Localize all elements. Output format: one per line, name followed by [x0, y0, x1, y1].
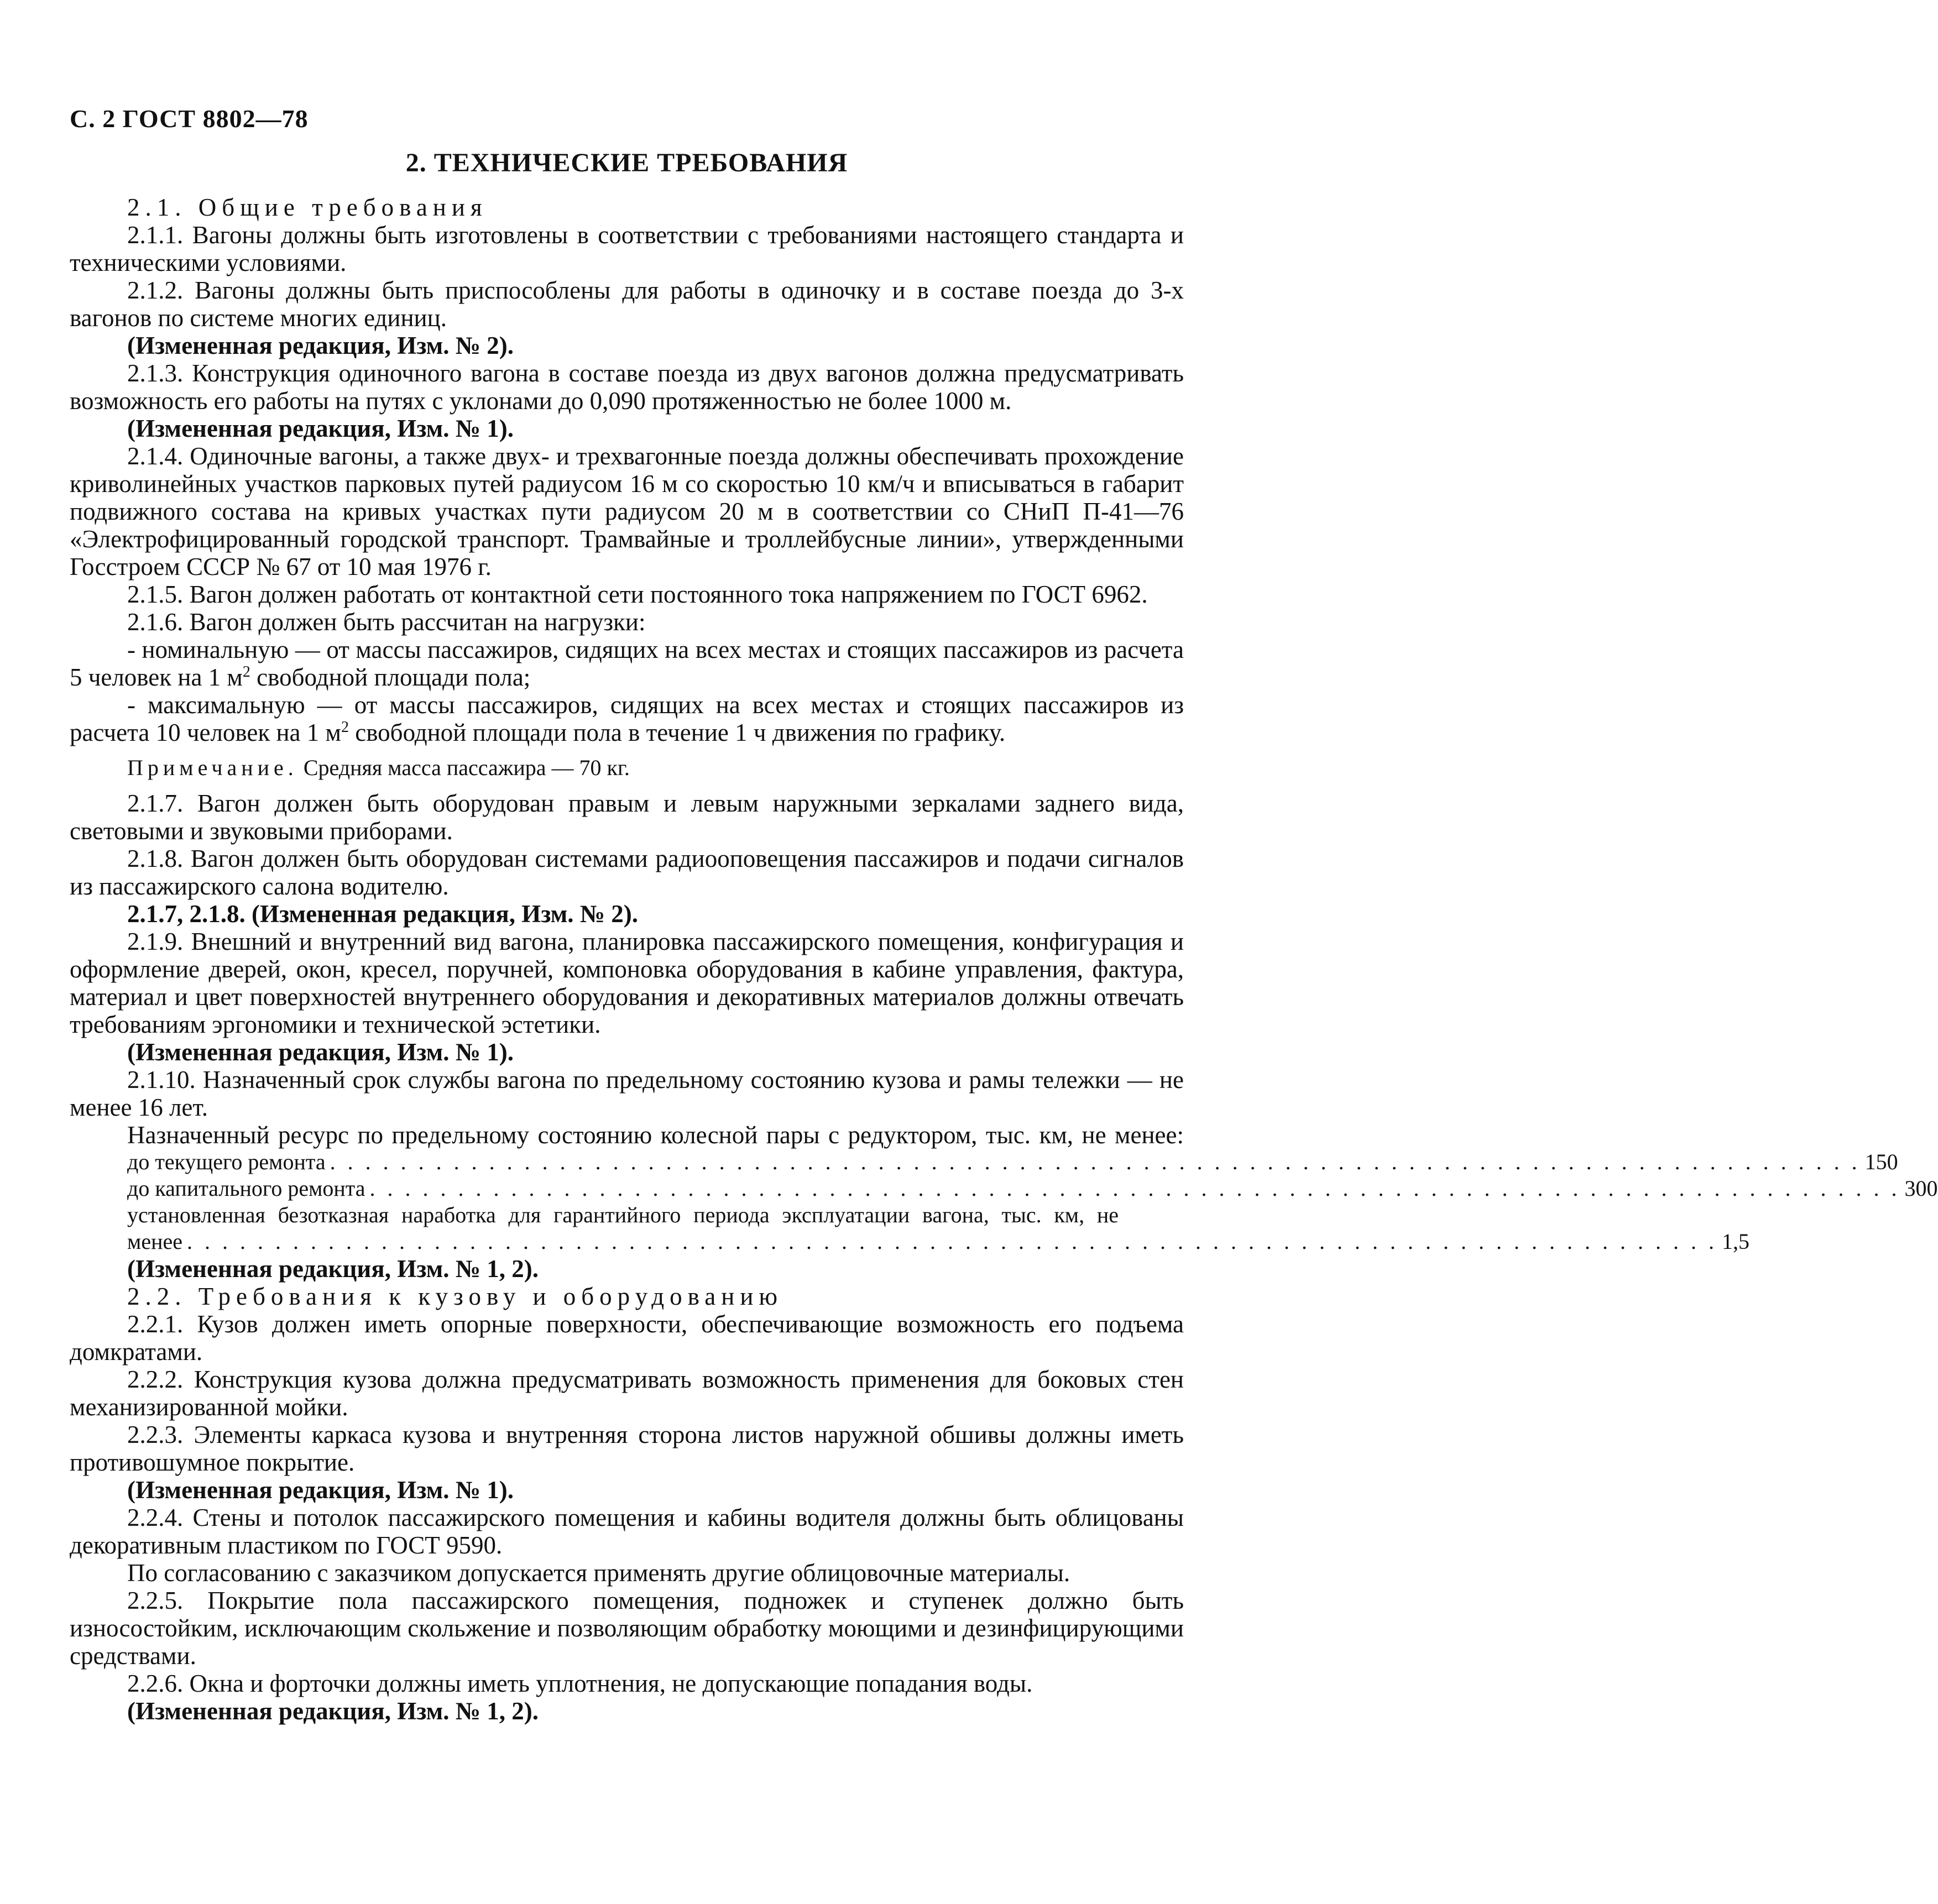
leader-dots: . . . . . . . . . . . . . . . . . . . . . . . . . . . . . . . . . . . . . . . . . . . . . . . . . . . . . . . . . . . . . . . . . . . . . . . . . . . . . . . . . . . . . . . — [330, 1149, 1861, 1174]
note-label: Примечание. — [127, 755, 298, 780]
paragraph-2-2-1: 2.2.1. Кузов должен иметь опорные поверхности, обеспечивающие возможность его подъема домкратами. — [70, 1310, 1184, 1366]
paragraph-2-1-6: 2.1.6. Вагон должен быть рассчитан на нагрузки: — [127, 608, 646, 636]
resource-row: до капитального ремонта . . . . . . . . . . . . . . . . . . . . . . . . . . . . . . . . . . . . . . . . . . . . . . . . . . . . . . . . . . . . . . . . . . . . . . . . . . . . . . . . . . . . . . . 300 — [127, 1176, 1938, 1201]
paragraph-2-1-8: 2.1.8. Вагон должен быть оборудован системами радиооповещения пассажиров и подачи сигналов из пассажирского салона водителю. — [70, 845, 1184, 900]
resource-intro: Назначенный ресурс по предельному состоянию колесной пары с редуктором, тыс. км, не менее: — [127, 1121, 1184, 1149]
paragraph-2-2-5: 2.2.5. Покрытие пола пассажирского помещения, подножек и ступенек должно быть износостойким, исключающим скольжение и позволяющим обработку моющими и дезинфицирующими средствами. — [70, 1587, 1184, 1670]
paragraph-2-1-5: 2.1.5. Вагон должен работать от контактной сети постоянного тока напряжением по ГОСТ 6962. — [127, 580, 1148, 608]
paragraph-2-1-10: 2.1.10. Назначенный срок службы вагона по предельному состоянию кузова и рамы тележки — не менее 16 лет. — [70, 1066, 1184, 1121]
amendment-note: 2.1.7, 2.1.8. (Измененная редакция, Изм. № 2). — [127, 900, 639, 928]
resource-row: до текущего ремонта . . . . . . . . . . . . . . . . . . . . . . . . . . . . . . . . . . . . . . . . . . . . . . . . . . . . . . . . . . . . . . . . . . . . . . . . . . . . . . . . . . . . . . . 150 — [127, 1149, 1898, 1174]
amendment-note: (Измененная редакция, Изм. № 2). — [127, 332, 514, 359]
note — [127, 754, 1184, 782]
amendment-note: (Измененная редакция, Изм. № 1). — [127, 1476, 514, 1504]
paragraph-2-1-7: 2.1.7. Вагон должен быть оборудован правым и левым наружными зеркалами заднего вида, световыми и звуковыми приборами. — [70, 789, 1184, 845]
subsection-heading-2-1: 2.1. Общие требования — [127, 193, 488, 221]
resource-row-line: установленная безотказная наработка для гарантийного периода эксплуатации вагона, тыс. км, не — [127, 1202, 1119, 1227]
amendment-note: (Измененная редакция, Изм. № 1, 2). — [127, 1255, 539, 1283]
load-maximum: - максимальную — от массы пассажиров, сидящих на всех местах и стоящих пассажиров из расчета 10 человек на 1 $м^2$ свободной площади пола в течение 1 ч движения по графику. — [70, 691, 1184, 746]
resource-row: менее . . . . . . . . . . . . . . . . . . . . . . . . . . . . . . . . . . . . . . . . . . . . . . . . . . . . . . . . . . . . . . . . . . . . . . . . . . . . . . . . . . . . . . . 1,5 — [127, 1229, 1749, 1254]
load-nominal: - номинальную — от массы пассажиров, сидящих на всех местах и стоящих пассажиров из расчета 5 человек на 1 $м^2$ свободной площади пола; — [70, 636, 1184, 691]
leader-dots: . . . . . . . . . . . . . . . . . . . . . . . . . . . . . . . . . . . . . . . . . . . . . . . . . . . . . . . . . . . . . . . . . . . . . . . . . . . . . . . . . . . . . . . — [369, 1176, 1900, 1201]
note-text: Средняя масса пассажира — 70 кг. — [297, 755, 630, 780]
page-header: С. 2 ГОСТ 8802—78 — [70, 104, 309, 133]
subsection-heading-2-2: 2.2. Требования к кузову и оборудованию — [127, 1283, 783, 1310]
paragraph-2-2-2: 2.2.2. Конструкция кузова должна предусматривать возможность применения для боковых стен механизированной мойки. — [70, 1366, 1184, 1421]
leader-dots: . . . . . . . . . . . . . . . . . . . . . . . . . . . . . . . . . . . . . . . . . . . . . . . . . . . . . . . . . . . . . . . . . . . . . . . . . . . . . . . . . . . . . . . — [186, 1229, 1717, 1254]
amendment-note: (Измененная редакция, Изм. № 1). — [127, 415, 514, 442]
paragraph-2-2-4: 2.2.4. Стены и потолок пассажирского помещения и кабины водителя должны быть облицованы декоративным пластиком по ГОСТ 9590. — [70, 1504, 1184, 1559]
paragraph-2-2-3: 2.2.3. Элементы каркаса кузова и внутренняя сторона листов наружной обшивы должны иметь противошумное покрытие. — [70, 1421, 1184, 1476]
amendment-note: (Измененная редакция, Изм. № 1, 2). — [127, 1697, 539, 1725]
paragraph-2-1-3: 2.1.3. Конструкция одиночного вагона в составе поезда из двух вагонов должна предусматривать возможность его работы на путях с уклонами до 0,090 протяженностью не более 1000 м. — [70, 359, 1184, 415]
paragraph-2-1-1: 2.1.1. Вагоны должны быть изготовлены в соответствии с требованиями настоящего стандарта и техническими условиями. — [70, 221, 1184, 276]
paragraph-2-1-2: 2.1.2. Вагоны должны быть приспособлены для работы в одиночку и в составе поезда до 3-х вагонов по системе многих единиц. — [70, 276, 1184, 332]
paragraph-2-1-9: 2.1.9. Внешний и внутренний вид вагона, планировка пассажирского помещения, конфигурация и оформление дверей, окон, кресел, поручней, компоновка оборудования в кабине управления, фактура, материал и цвет поверхностей внутреннего оборудования и декоративных материалов должны отвечать требованиям эргономики и технической эстетики. — [70, 928, 1184, 1038]
section-title: 2. ТЕХНИЧЕСКИЕ ТРЕБОВАНИЯ — [405, 148, 848, 177]
paragraph-2-2-4-alt: По согласованию с заказчиком допускается применять другие облицовочные материалы. — [127, 1559, 1070, 1587]
amendment-note: (Измененная редакция, Изм. № 1). — [127, 1038, 514, 1066]
paragraph-2-1-4: 2.1.4. Одиночные вагоны, а также двух- и трехвагонные поезда должны обеспечивать прохождение криволинейных участков парковых путей радиусом 16 м со скоростью 10 км/ч и вписываться в габарит подвижного состава на кривых участках пути радиусом 20 м в соответствии со СНиП П-41—76 «Электрофицированный городской транспорт. Трамвайные и троллейбусные линии», утвержденными Госстроем СССР № 67 от 10 мая 1976 г. — [70, 442, 1184, 580]
paragraph-2-2-6: 2.2.6. Окна и форточки должны иметь уплотнения, не допускающие попадания воды. — [127, 1670, 1033, 1697]
document-body — [70, 193, 1938, 1725]
